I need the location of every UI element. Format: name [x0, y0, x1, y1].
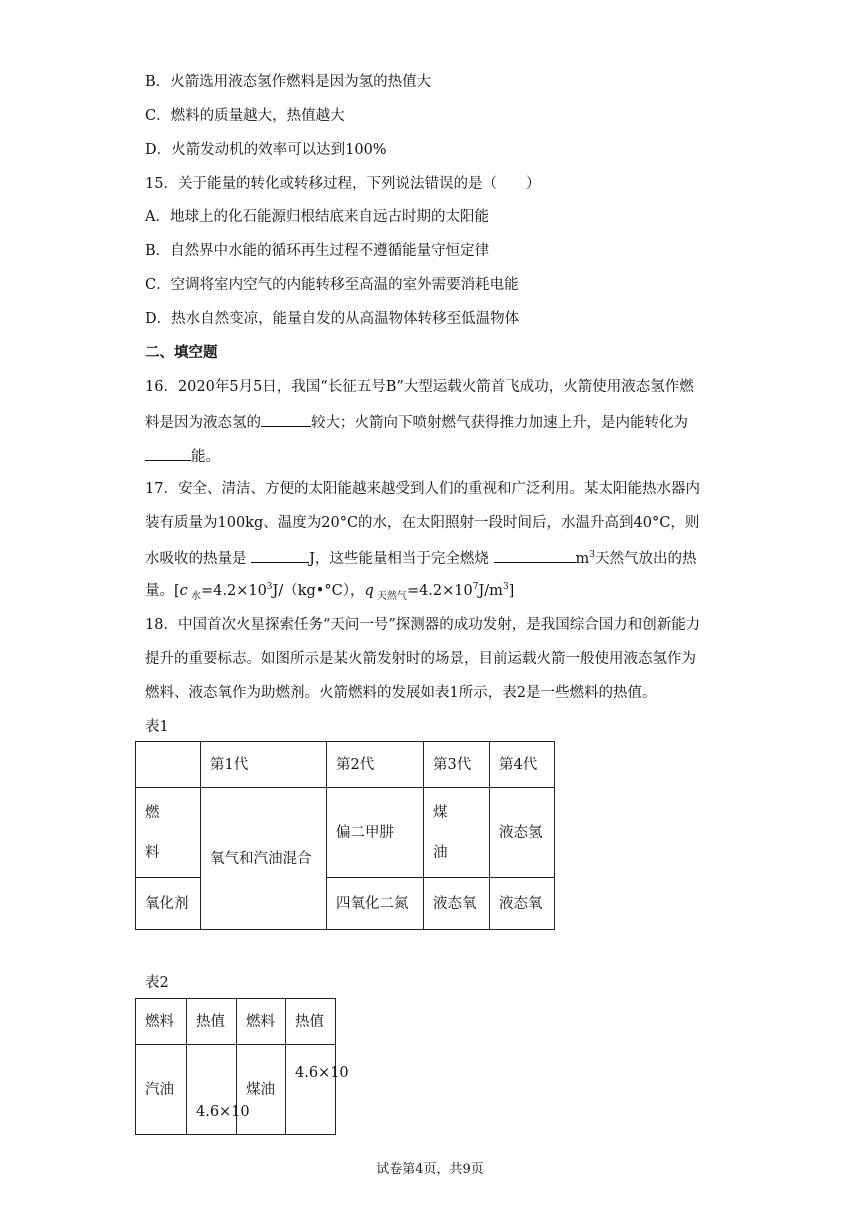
q16-line-3 [145, 445, 220, 467]
symbol-c: c [179, 583, 188, 599]
subscript-water: 水 [187, 590, 201, 602]
table-cell [424, 788, 490, 878]
q15-option-d: D．热水自然变凉，能量自发的从高温物体转移至低温物体 [145, 311, 520, 327]
q17-line-1: 17．安全、清洁、方便的太阳能越来越受到人们的重视和广泛利用。某太阳能热水器内 [145, 481, 700, 497]
q17-line-4 [145, 581, 514, 601]
q17-text: =4.2×10 [200, 583, 267, 599]
q17-unit: m [575, 551, 590, 567]
q17-text: J/（kg•°C）， [272, 583, 365, 599]
table-cell: 四氧化二氮 [327, 878, 424, 930]
table-1 [135, 741, 555, 930]
q16-text: 能。 [191, 449, 220, 465]
q14-option-d: D．火箭发动机的效率可以达到100% [145, 142, 387, 158]
table-header: 第2代 [327, 742, 424, 788]
q17-text: =4.2×10 [406, 583, 473, 599]
heat-value-kerosene: 4.6×10 [295, 1065, 349, 1081]
table-header: 热值 [286, 999, 336, 1045]
table-cell [286, 1045, 349, 1135]
q15-stem: 15．关于能量的转化或转移过程，下列说法错误的是（ ） [145, 176, 541, 192]
table-header: 燃料 [136, 999, 187, 1045]
superscript: 3 [266, 582, 273, 593]
q18-line-3: 燃料、液态氧作为助燃剂。火箭燃料的发展如表1所示，表2是一些燃料的热值。 [145, 685, 657, 701]
q15-option-a: A．地球上的化石能源归根结底来自远古时期的太阳能 [145, 209, 489, 225]
answer-blank[interactable] [251, 547, 309, 563]
fuel-label-1: 燃 [145, 804, 160, 821]
page-footer: 试卷第4页，共9页 [376, 1162, 484, 1177]
q17-text: 量。[ [145, 583, 180, 599]
gen3-fuel-2: 油 [433, 844, 448, 861]
q17-text: J，这些能量相当于完全燃烧 [309, 551, 494, 567]
table-header: 第1代 [201, 742, 327, 788]
table-row-label: 氧化剂 [136, 878, 201, 930]
q18-line-2: 提升的重要标志。如图所示是某火箭发射时的场景，目前运载火箭一般使用液态氢作为 [145, 651, 696, 667]
q15-option-c: C．空调将室内空气的内能转移至高温的室外需要消耗电能 [145, 277, 519, 293]
table-header: 第3代 [424, 742, 490, 788]
table-cell: 汽油 [136, 1045, 187, 1135]
q16-line-2 [145, 411, 688, 433]
q16-text: 料是因为液态氢的 [145, 415, 261, 431]
q17-text: ] [508, 583, 515, 599]
table-cell [136, 742, 201, 788]
table-cell: 氧气和汽油混合 [201, 788, 327, 930]
subscript-gas: 天然气 [373, 590, 407, 602]
heat-value-gasoline: 4.6×10 [196, 1104, 250, 1120]
table1-caption: 表1 [145, 719, 169, 735]
q17-text: 天然气放出的热 [595, 551, 697, 567]
table-cell [187, 1045, 250, 1135]
table-cell: 偏二甲肼 [327, 788, 424, 878]
section-heading: 二、填空题 [145, 344, 218, 361]
answer-blank[interactable] [261, 411, 311, 427]
table-cell: 液态氧 [490, 878, 555, 930]
table-row-label [136, 788, 201, 878]
table-header: 热值 [187, 999, 237, 1045]
q14-option-c: C．燃料的质量越大，热值越大 [145, 108, 345, 124]
gen3-fuel-1: 煤 [433, 804, 448, 821]
q15-option-b: B．自然界中水能的循环再生过程不遵循能量守恒定律 [145, 243, 490, 259]
q16-line-1: 16．2020年5月5日，我国“长征五号B”大型运载火箭首飞成功，火箭使用液态氢作燃 [145, 379, 694, 395]
superscript: 7 [472, 582, 479, 593]
answer-blank[interactable] [145, 445, 191, 461]
table-cell: 液态氢 [490, 788, 555, 878]
table-cell: 煤油 [237, 1045, 286, 1135]
table-cell: 液态氧 [424, 878, 490, 930]
symbol-q: q [364, 583, 374, 599]
superscript: 3 [502, 582, 509, 593]
fuel-label-2: 料 [145, 844, 160, 861]
q18-line-1: 18．中国首次火星探索任务“天问一号”探测器的成功发射，是我国综合国力和创新能力 [145, 617, 701, 633]
table-2 [135, 998, 349, 1135]
q16-text: 较大；火箭向下喷射燃气获得推力加速上升，是内能转化为 [311, 415, 688, 431]
q17-unit-sup: 3 [589, 550, 596, 561]
q17-text: J/m [478, 583, 503, 599]
q17-line-3 [145, 547, 697, 569]
table-header: 燃料 [237, 999, 286, 1045]
q17-line-2: 装有质量为100kg、温度为20°C的水，在太阳照射一段时间后，水温升高到40°C，则 [145, 515, 700, 531]
answer-blank[interactable] [494, 547, 576, 563]
table-header: 第4代 [490, 742, 555, 788]
table2-caption: 表2 [145, 975, 169, 991]
q17-text: 水吸收的热量是 [145, 551, 252, 567]
q14-option-b: B．火箭选用液态氢作燃料是因为氢的热值大 [145, 74, 432, 90]
